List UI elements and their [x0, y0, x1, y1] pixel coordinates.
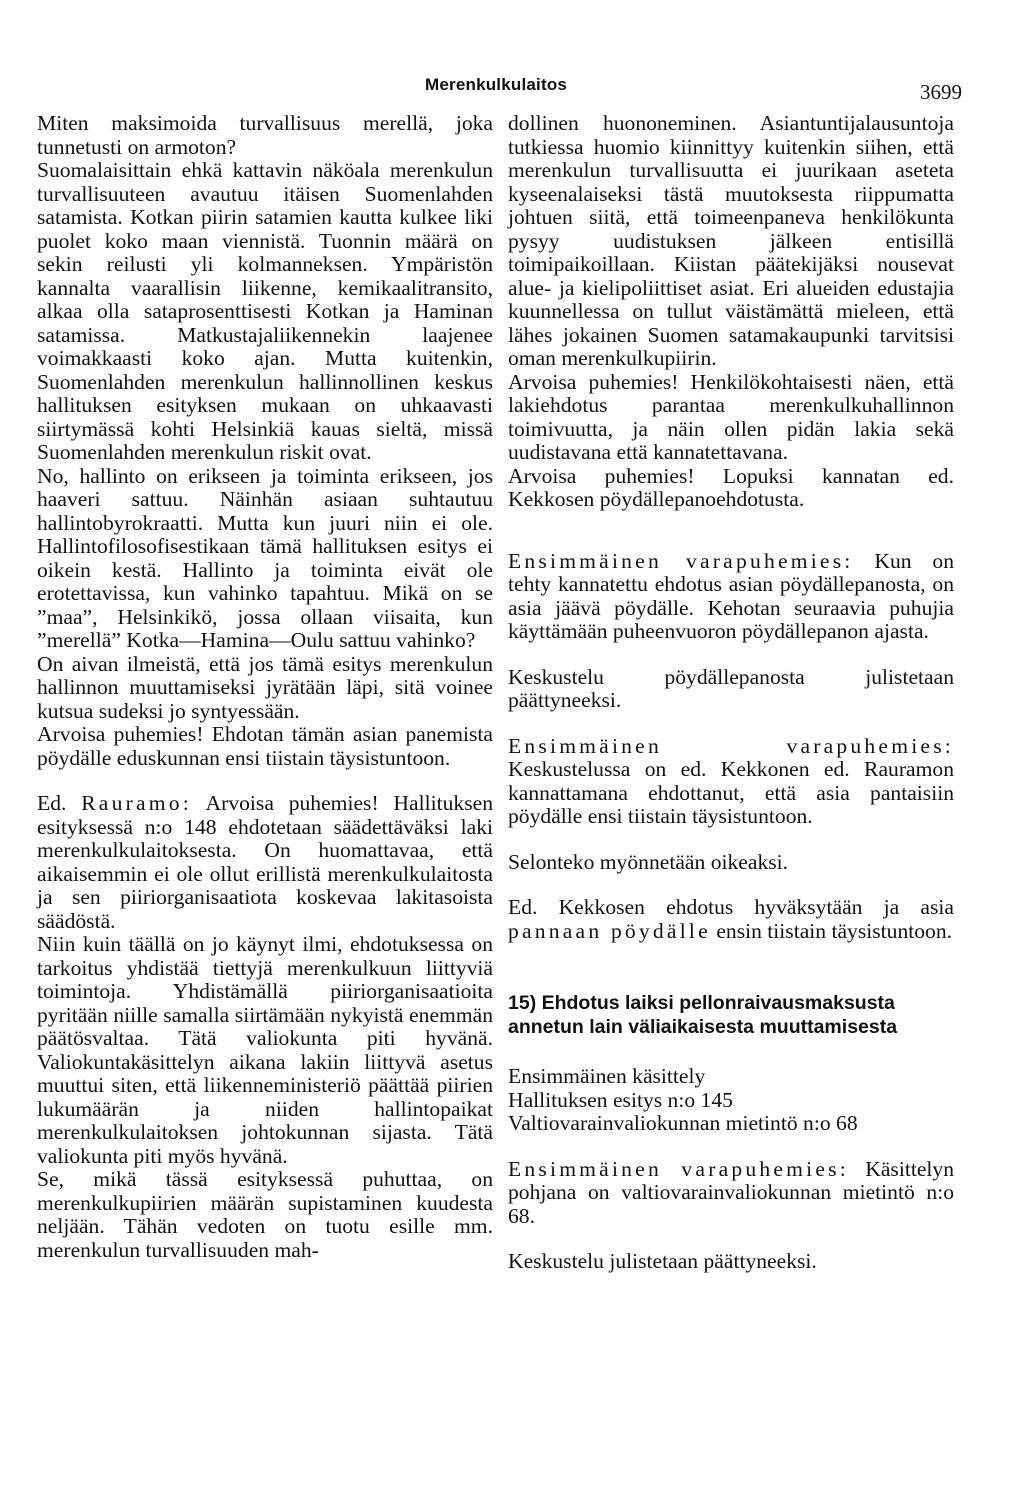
decision-emphasis: pannaan pöydälle — [508, 918, 711, 943]
paragraph: Niin kuin täällä on jo käynyt ilmi, ehdotuksessa on tarkoitus yhdistää tiettyjä merenkulkuun liittyviä toimintoja. Yhdistämällä piiriorganisaatioita pyritään niille samalla siirtämään nykyistä enemmän päätösvaltaa. Tätä valiokunta piti hyvänä. Valiokuntakäsittelyn aikana lakiin liittyvä asetus muuttui siten, että liikenneministeriö päättää piirien lukumäärän ja niiden hallintopaikat merenkulkulaitoksen johtokunnan sijasta. Tätä valiokunta piti myös hyvänä. — [37, 932, 493, 1168]
paragraph: Arvoisa puhemies! Henkilökohtaisesti näen, että lakiehdotus parantaa merenkulkuhallinnon toimivuutta, ja näin ollen pidän lakia sekä uudistavana että kannatettavana. — [508, 369, 954, 464]
paragraph: No, hallinto on erikseen ja toiminta erikseen, jos haaveri sattuu. Näinhän asiaan suhtautuu hallintobyrokraatti. Mutta kun juuri niin ei ole. Hallintofilosofisestikaan tämä hallituksen esitys ei oikein kestä. Hallinto ja toiminta eivät ole erotettavissa, kun vahinko tapahtuu. Mikä on se ”maa”, Helsinkikö, jossa ollaan viisaita, kun ”merellä” Kotka—Hamina—Oulu sattuu vahinko? — [37, 463, 493, 652]
decision-text: Ed. Kekkosen ehdotus hyväksytään ja asia — [508, 895, 954, 919]
chair-statement — [508, 550, 954, 644]
statement-text: Käsittelyn pohjana on valtiovarainvaliokunnan mietintö n:o 68. — [508, 1156, 954, 1228]
paragraph: Arvoisa puhemies! Lopuksi kannatan ed. Kekkosen pöydällepanoehdotusta. — [508, 463, 954, 511]
running-title: Merenkulkulaitos — [425, 75, 568, 94]
speech-prefix: Ed. — [37, 791, 67, 815]
speaker-label: Ensimmäinen varapuhemies: — [508, 548, 854, 573]
paragraph: On aivan ilmeistä, että jos tämä esitys merenkulun hallinnon muuttamiseksi jyrätään läpi, sitä voinee kutsua sudeksi jo syntyessään. — [37, 651, 493, 723]
paragraph: Miten maksimoida turvallisuus merellä, joka tunnetusti on armoton? — [37, 111, 493, 159]
page-header — [0, 70, 1024, 110]
agenda-line: Hallituksen esitys n:o 145 — [508, 1087, 733, 1112]
chair-statement — [508, 735, 954, 829]
speaker-label: Ensimmäinen varapuhemies: — [508, 1156, 849, 1181]
statement-text: Keskustelussa on ed. Kekkonen ed. Rauramon kannattamana ehdottanut, että asia pantaisiin pöydälle ensi tiistain täysistuntoon. — [508, 757, 954, 828]
paragraph: Se, mikä tässä esityksessä puhuttaa, on merenkulkupiirien määrän supistaminen kuudesta neljään. Tähän vedoten on tuotu esille mm. merenkulun turvallisuuden mah- — [37, 1167, 493, 1262]
decision-text-end: ensin tiistain täysistuntoon. — [716, 918, 953, 943]
paragraph: Suomalaisittain ehkä kattavin näköala merenkulun turvallisuuteen avautuu itäisen Suomenlahden satamista. Kotkan piirin satamien kautta kulkee liki puolet koko maan viennistä. Tuonnin määrä on sekin reilusti yli kolmanneksen. Ympäristön kannalta vaarallisin liikenne, kemikaalitransito, alkaa olla sataprosenttisesti Kotkan ja Haminan satamissa. Matkustajaliikennekin laajenee voimakkaasti koko ajan. Mutta kuitenkin, Suomenlahden merenkulun hallinnollinen keskus hallituksen esityksen mukaan on uhkaavasti siirtymässä kohti Helsinkiä kauas sieltä, missä Suomenlahden merenkulun riskit ovat. — [37, 158, 493, 464]
paragraph: Keskustelu julistetaan päättyneeksi. — [508, 1249, 817, 1273]
agenda-line: Valtiovarainvaliokunnan mietintö n:o 68 — [508, 1111, 858, 1135]
chair-statement — [508, 1158, 954, 1229]
speech-text: Arvoisa puhemies! Hallituksen esityksessä n:o 148 ehdotetaan säädettäväksi laki merenkulkulaitoksesta. On huomattavaa, että aikaisemmin ei ole ollut erillistä merenkulkulaitosta ja sen piiriorganisaatiota koskevaa lakitasoista säädöstä. — [37, 791, 493, 933]
right-column — [508, 112, 954, 1274]
section-heading: 15) Ehdotus laiksi pellonraivausmaksusta annetun lain väliaikaisesta muuttamisesta — [508, 992, 898, 1038]
left-column — [37, 112, 493, 1262]
decision-paragraph — [508, 896, 954, 943]
paragraph: Keskustelu pöydällepanosta julistetaan päättyneeksi. — [508, 664, 954, 712]
page-number: 3699 — [920, 80, 962, 104]
speaker-label: Ensimmäinen varapuhemies: — [508, 733, 954, 758]
speaker-name: Rauramo: — [81, 791, 192, 815]
agenda-line: Ensimmäinen käsittely — [508, 1064, 706, 1088]
paragraph: Selonteko myönnetään oikeaksi. — [508, 849, 789, 874]
speech-paragraph — [37, 792, 493, 933]
statement-text: Kun on tehty kannatettu ehdotus asian pöydällepanosta, on asia jäävä pöydälle. Kehotan seuraavia puhujia käyttämään puheenvuoron pöydällepanon ajasta. — [508, 548, 955, 643]
paragraph: Arvoisa puhemies! Ehdotan tämän asian panemista pöydälle eduskunnan ensi tiistain täysistuntoon. — [37, 722, 493, 770]
paragraph: dollinen huononeminen. Asiantuntijalausuntoja tutkiessa huomio kiinnittyy kuitenkin siihen, että merenkulun turvallisuutta ei juurikaan aseteta kyseenalaiseksi tästä muutoksesta riippumatta johtuen siitä, että toimeenpaneva henkilökunta pysyy uudistuksen jälkeen entisillä toimipaikoillaan. Kiistan päätekijäksi nousevat alue- ja kielipoliittiset asiat. Eri alueiden edustajia kuunnellessa on tullut väistämättä mieleen, että lähes jokainen Suomen satamakaupunki tarvitsisi oman merenkulkupiirin. — [508, 111, 954, 370]
